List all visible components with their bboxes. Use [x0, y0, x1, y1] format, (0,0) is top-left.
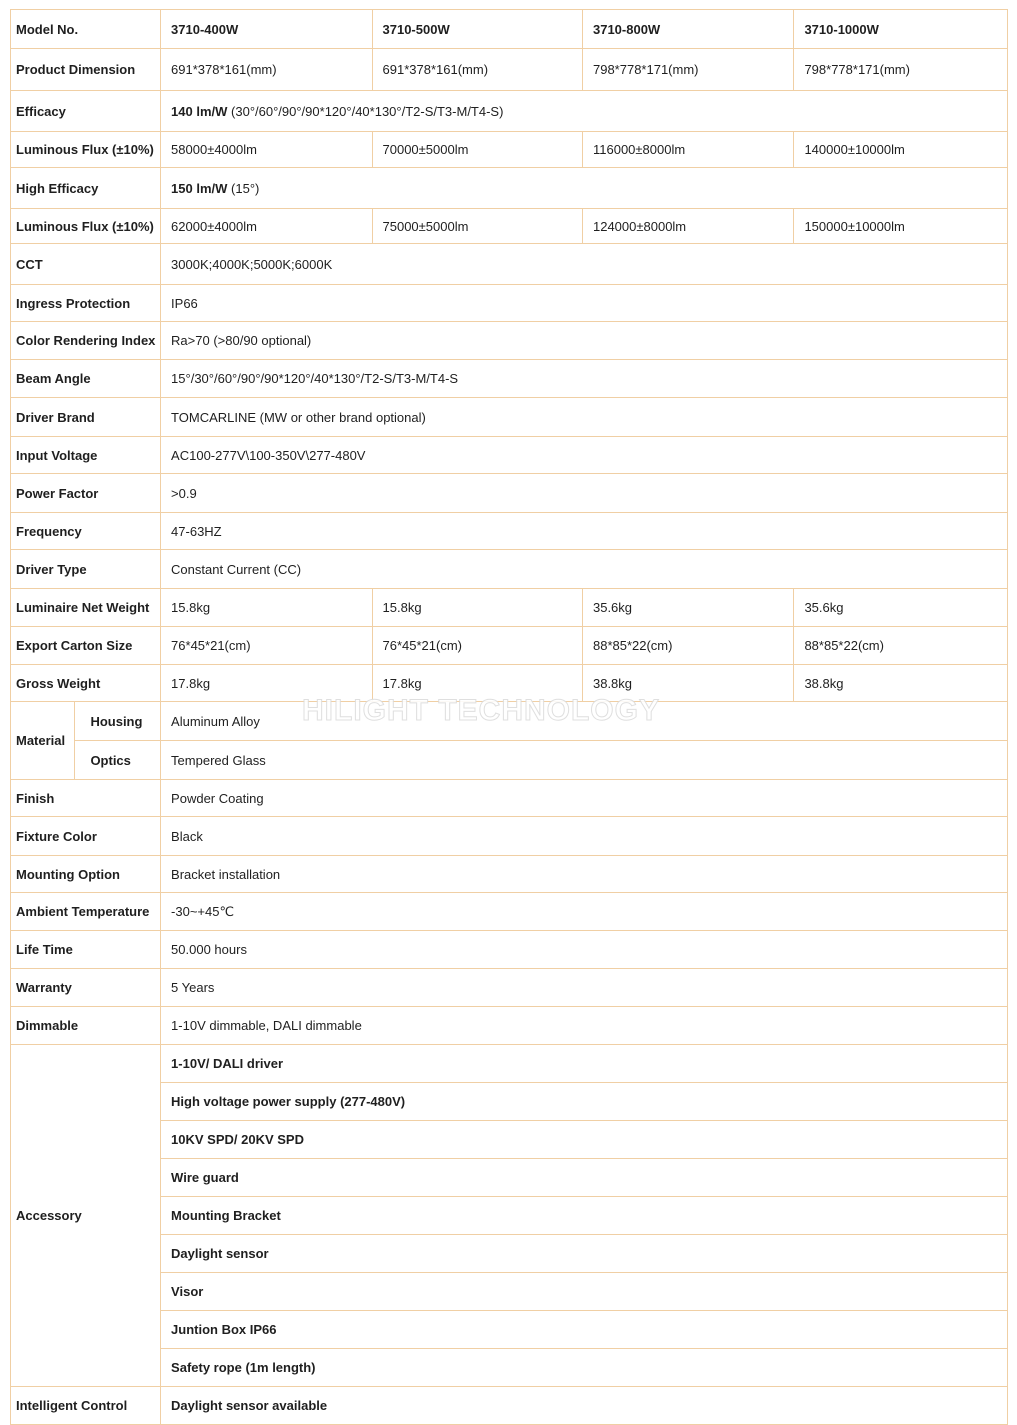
label-frequency: Frequency: [11, 513, 161, 550]
dimension-1: 691*378*161(mm): [161, 49, 372, 91]
row-flux-1: [11, 132, 1008, 168]
label-intelligent-control: Intelligent Control: [11, 1387, 161, 1425]
input-voltage-value: AC100-277V\100-350V\277-480V: [161, 437, 1008, 474]
label-finish: Finish: [11, 780, 161, 817]
label-ambient-temperature: Ambient Temperature: [11, 893, 161, 931]
net-weight-2: 15.8kg: [372, 589, 582, 627]
row-accessory-9: [11, 1349, 1008, 1387]
model-4: 3710-1000W: [794, 10, 1008, 49]
row-fixture-color: [11, 817, 1008, 856]
label-driver-type: Driver Type: [11, 550, 161, 589]
label-efficacy: Efficacy: [11, 91, 161, 132]
frequency-value: 47-63HZ: [161, 513, 1008, 550]
label-cri: Color Rendering Index: [11, 322, 161, 360]
row-cri: [11, 322, 1008, 360]
row-flux-2: [11, 209, 1008, 244]
row-carton-size: [11, 627, 1008, 665]
carton-size-1: 76*45*21(cm): [161, 627, 372, 665]
row-ip: [11, 285, 1008, 322]
row-accessory-2: [11, 1083, 1008, 1121]
accessory-item: 1-10V/ DALI driver: [161, 1045, 1008, 1083]
carton-size-3: 88*85*22(cm): [582, 627, 793, 665]
label-beam-angle: Beam Angle: [11, 360, 161, 398]
row-gross-weight: [11, 665, 1008, 702]
label-housing: Housing: [75, 702, 161, 741]
model-1: 3710-400W: [161, 10, 372, 49]
label-model-no: Model No.: [11, 10, 161, 49]
optics-value: Tempered Glass: [161, 741, 1008, 780]
row-efficacy: [11, 91, 1008, 132]
accessory-item: 10KV SPD/ 20KV SPD: [161, 1121, 1008, 1159]
gross-weight-1: 17.8kg: [161, 665, 372, 702]
label-cct: CCT: [11, 244, 161, 285]
row-life-time: [11, 931, 1008, 969]
row-dimension: [11, 49, 1008, 91]
label-driver-brand: Driver Brand: [11, 398, 161, 437]
row-accessory-6: [11, 1235, 1008, 1273]
carton-size-4: 88*85*22(cm): [794, 627, 1008, 665]
ambient-temperature-value: -30~+45℃: [161, 893, 1008, 931]
row-accessory-3: [11, 1121, 1008, 1159]
flux2-4: 150000±10000lm: [794, 209, 1008, 244]
dimmable-value: 1-10V dimmable, DALI dimmable: [161, 1007, 1008, 1045]
row-input-voltage: [11, 437, 1008, 474]
ip-value: IP66: [161, 285, 1008, 322]
row-net-weight: [11, 589, 1008, 627]
dimension-2: 691*378*161(mm): [372, 49, 582, 91]
row-warranty: [11, 969, 1008, 1007]
life-time-value: 50.000 hours: [161, 931, 1008, 969]
row-high-efficacy: [11, 168, 1008, 209]
accessory-item: High voltage power supply (277-480V): [161, 1083, 1008, 1121]
accessory-item: Daylight sensor: [161, 1235, 1008, 1273]
watermark: HILIGHT TECHNOLOGY: [302, 694, 660, 727]
flux1-2: 70000±5000lm: [372, 132, 582, 168]
label-luminous-flux-2: Luminous Flux (±10%): [11, 209, 161, 244]
label-mounting-option: Mounting Option: [11, 856, 161, 893]
gross-weight-3: 38.8kg: [582, 665, 793, 702]
row-accessory-5: [11, 1197, 1008, 1235]
spec-table: [10, 9, 1008, 1425]
row-driver-type: [11, 550, 1008, 589]
row-beam-angle: [11, 360, 1008, 398]
row-finish: [11, 780, 1008, 817]
gross-weight-2: 17.8kg: [372, 665, 582, 702]
row-ambient-temperature: [11, 893, 1008, 931]
dimension-3: 798*778*171(mm): [582, 49, 793, 91]
driver-type-value: Constant Current (CC): [161, 550, 1008, 589]
flux2-1: 62000±4000lm: [161, 209, 372, 244]
dimension-4: 798*778*171(mm): [794, 49, 1008, 91]
row-driver-brand: [11, 398, 1008, 437]
flux1-1: 58000±4000lm: [161, 132, 372, 168]
label-luminous-flux-1: Luminous Flux (±10%): [11, 132, 161, 168]
label-material: Material: [11, 702, 75, 780]
driver-brand-value: TOMCARLINE (MW or other brand optional): [161, 398, 1008, 437]
row-model: [11, 10, 1008, 49]
flux1-4: 140000±10000lm: [794, 132, 1008, 168]
label-high-efficacy: High Efficacy: [11, 168, 161, 209]
row-accessory-7: [11, 1273, 1008, 1311]
label-input-voltage: Input Voltage: [11, 437, 161, 474]
row-frequency: [11, 513, 1008, 550]
label-product-dimension: Product Dimension: [11, 49, 161, 91]
net-weight-4: 35.6kg: [794, 589, 1008, 627]
label-accessory: Accessory: [11, 1045, 161, 1387]
row-dimmable: [11, 1007, 1008, 1045]
model-3: 3710-800W: [582, 10, 793, 49]
warranty-value: 5 Years: [161, 969, 1008, 1007]
label-net-weight: Luminaire Net Weight: [11, 589, 161, 627]
power-factor-value: >0.9: [161, 474, 1008, 513]
efficacy-angles: (30°/60°/90°/90*120°/40*130°/T2-S/T3-M/T4-S): [231, 103, 504, 119]
row-accessory-1: [11, 1045, 1008, 1083]
accessory-item: Visor: [161, 1273, 1008, 1311]
row-intelligent-control: [11, 1387, 1008, 1425]
accessory-item: Juntion Box IP66: [161, 1311, 1008, 1349]
label-carton-size: Export Carton Size: [11, 627, 161, 665]
label-power-factor: Power Factor: [11, 474, 161, 513]
label-gross-weight: Gross Weight: [11, 665, 161, 702]
fixture-color-value: Black: [161, 817, 1008, 856]
row-power-factor: [11, 474, 1008, 513]
net-weight-3: 35.6kg: [582, 589, 793, 627]
label-dimmable: Dimmable: [11, 1007, 161, 1045]
flux1-3: 116000±8000lm: [582, 132, 793, 168]
label-warranty: Warranty: [11, 969, 161, 1007]
flux2-2: 75000±5000lm: [372, 209, 582, 244]
accessory-item: Safety rope (1m length): [161, 1349, 1008, 1387]
label-fixture-color: Fixture Color: [11, 817, 161, 856]
housing-value: Aluminum Alloy: [161, 702, 1008, 741]
label-optics: Optics: [75, 741, 161, 780]
accessory-item: Mounting Bracket: [161, 1197, 1008, 1235]
row-cct: [11, 244, 1008, 285]
row-accessory-8: [11, 1311, 1008, 1349]
cri-value: Ra>70 (>80/90 optional): [161, 322, 1008, 360]
accessory-item: Wire guard: [161, 1159, 1008, 1197]
row-accessory-4: [11, 1159, 1008, 1197]
label-ingress-protection: Ingress Protection: [11, 285, 161, 322]
efficacy-bold: 140 lm/W: [171, 103, 228, 119]
cct-value: 3000K;4000K;5000K;6000K: [161, 244, 1008, 285]
row-material-optics: [11, 741, 1008, 780]
model-2: 3710-500W: [372, 10, 582, 49]
high-efficacy-bold: 150 lm/W: [171, 180, 228, 196]
high-efficacy-value: [161, 168, 1008, 209]
flux2-3: 124000±8000lm: [582, 209, 793, 244]
gross-weight-4: 38.8kg: [794, 665, 1008, 702]
efficacy-value: [161, 91, 1008, 132]
carton-size-2: 76*45*21(cm): [372, 627, 582, 665]
beam-angle-value: 15°/30°/60°/90°/90*120°/40*130°/T2-S/T3-M/T4-S: [161, 360, 1008, 398]
row-mounting-option: [11, 856, 1008, 893]
row-material-housing: [11, 702, 1008, 741]
finish-value: Powder Coating: [161, 780, 1008, 817]
net-weight-1: 15.8kg: [161, 589, 372, 627]
label-life-time: Life Time: [11, 931, 161, 969]
mounting-option-value: Bracket installation: [161, 856, 1008, 893]
high-efficacy-angle: (15°): [231, 180, 260, 196]
intelligent-control-value: Daylight sensor available: [161, 1387, 1008, 1425]
